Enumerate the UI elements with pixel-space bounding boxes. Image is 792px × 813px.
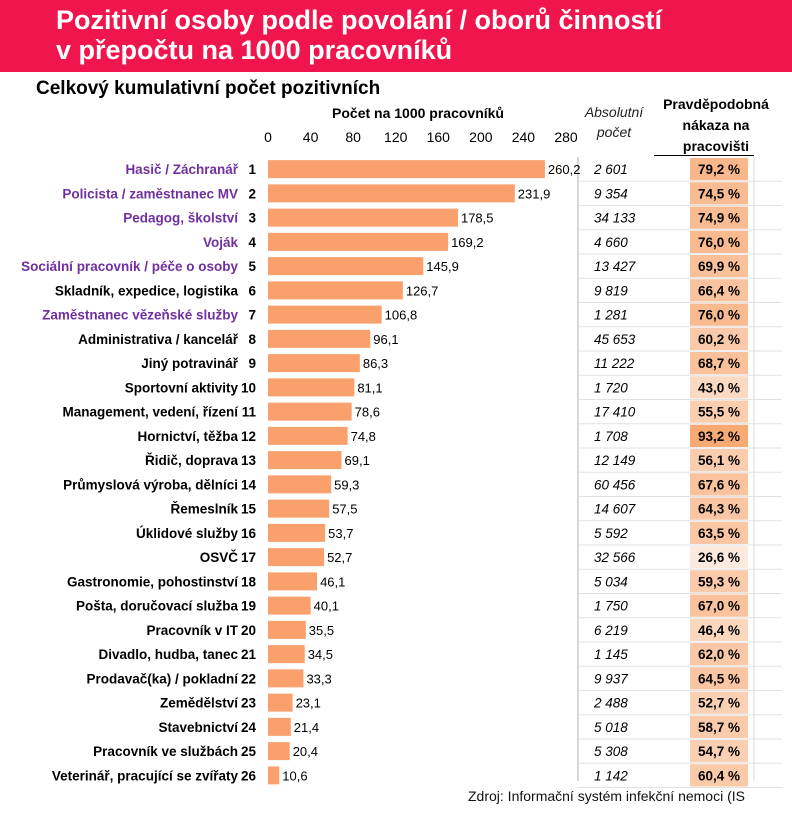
rank-label: 11 [241, 404, 256, 420]
bar [268, 160, 545, 178]
bar-value-label: 57,5 [332, 501, 358, 517]
probability-value: 26,6 % [697, 550, 741, 566]
bar [268, 451, 342, 469]
probability-value: 79,2 % [697, 162, 741, 178]
probability-value: 55,5 % [697, 404, 741, 420]
x-tick-label: 160 [426, 129, 450, 145]
bar-value-label: 169,2 [451, 234, 484, 250]
probability-value: 93,2 % [697, 428, 741, 444]
category-label: Pracovník ve službách [93, 744, 238, 760]
bar [268, 669, 303, 687]
absolute-count: 45 653 [594, 331, 636, 347]
rank-label: 21 [240, 647, 256, 663]
absolute-count: 1 750 [594, 598, 628, 614]
bar [268, 645, 305, 663]
absolute-count: 34 133 [594, 210, 636, 226]
title-line-1: Pozitivní osoby podle povolání / oborů činností [56, 5, 663, 35]
bar [268, 330, 370, 348]
rank-label: 16 [240, 525, 256, 541]
probability-value: 67,0 % [697, 598, 741, 614]
category-label: Stavebnictví [158, 719, 238, 735]
bar-value-label: 78,6 [354, 404, 380, 420]
rank-label: 24 [240, 719, 256, 735]
category-label: OSVČ [199, 550, 238, 566]
absolute-count: 5 018 [594, 719, 628, 735]
bar-value-label: 69,1 [344, 453, 370, 469]
bar [268, 718, 291, 736]
rank-label: 26 [240, 768, 256, 784]
bar-value-label: 40,1 [313, 598, 339, 614]
x-tick-label: 40 [302, 129, 319, 145]
bar-value-label: 260,2 [547, 162, 581, 178]
absolute-header-line-1: Absolutní [584, 104, 644, 120]
absolute-count: 14 607 [594, 501, 636, 517]
rank-label: 20 [240, 622, 256, 638]
absolute-count: 5 592 [594, 525, 628, 541]
x-tick-label: 240 [511, 129, 536, 145]
category-label: Zemědělství [159, 695, 238, 711]
bar-value-label: 46,1 [320, 574, 346, 590]
bar [268, 378, 354, 396]
category-label: Voják [202, 234, 238, 250]
absolute-count: 9 937 [594, 671, 628, 687]
bar-value-label: 106,8 [384, 307, 418, 323]
category-label: Veterinář, pracující se zvířaty [51, 768, 238, 784]
bar-value-label: 34,5 [307, 647, 334, 663]
rank-label: 22 [240, 671, 256, 687]
bar [268, 766, 279, 784]
bar [268, 548, 324, 566]
category-label: Zaměstnanec vězeňské služby [42, 307, 238, 323]
category-label: Pedagog, školství [123, 210, 238, 226]
rank-label: 23 [240, 695, 256, 711]
rank-label: 6 [248, 283, 256, 299]
rank-label: 1 [248, 162, 256, 178]
absolute-count: 9 354 [594, 186, 628, 202]
bar [268, 403, 352, 421]
bar [268, 354, 360, 372]
bar [268, 209, 458, 227]
absolute-count: 12 149 [594, 453, 636, 469]
category-label: Úklidové služby [135, 525, 238, 541]
x-axis-title: Počet na 1000 pracovníků [332, 105, 504, 121]
title-line-2: v přepočtu na 1000 pracovníků [56, 35, 453, 65]
category-label: Sportovní aktivity [124, 380, 238, 396]
absolute-count: 13 427 [594, 259, 636, 275]
bar-value-label: 10,6 [282, 768, 308, 784]
probability-value: 59,3 % [697, 574, 741, 590]
probability-value: 63,5 % [697, 525, 741, 541]
x-tick-label: 80 [345, 129, 361, 145]
bar [268, 524, 325, 542]
rank-label: 12 [240, 428, 256, 444]
bar-value-label: 33,3 [306, 671, 332, 687]
absolute-count: 5 308 [594, 744, 628, 760]
bar-value-label: 23,1 [295, 695, 321, 711]
rank-label: 17 [240, 550, 256, 566]
source-note: Zdroj: Informační systém infekční nemoci (IS [468, 788, 745, 804]
rank-label: 25 [240, 744, 256, 760]
probability-value: 46,4 % [697, 622, 741, 638]
bar [268, 500, 329, 518]
category-label: Administrativa / kancelář [78, 331, 238, 347]
bar-value-label: 231,9 [517, 186, 551, 202]
probability-value: 74,5 % [697, 186, 741, 202]
category-label: Skladník, expedice, logistika [54, 283, 238, 299]
bar-value-label: 178,5 [460, 210, 494, 226]
rank-label: 18 [240, 574, 256, 590]
absolute-count: 11 222 [594, 356, 635, 372]
rank-label: 2 [248, 186, 256, 202]
probability-header-line-2: nákaza na [682, 117, 750, 133]
category-label: Pracovník v IT [146, 622, 238, 638]
bar-value-label: 86,3 [362, 356, 389, 372]
absolute-count: 60 456 [594, 477, 636, 493]
probability-value: 60,4 % [697, 768, 741, 784]
absolute-count: 17 410 [594, 404, 636, 420]
absolute-count: 1 720 [594, 380, 628, 396]
category-label: Řidič, doprava [144, 453, 238, 469]
absolute-count: 1 708 [594, 428, 628, 444]
bar-value-label: 53,7 [328, 525, 354, 541]
probability-value: 69,9 % [697, 259, 741, 275]
probability-header-line-1: Pravděpodobná [663, 96, 769, 112]
probability-value: 68,7 % [697, 356, 741, 372]
bar [268, 233, 448, 251]
bar [268, 427, 348, 445]
absolute-count: 2 488 [594, 695, 628, 711]
x-tick-label: 280 [554, 129, 578, 145]
category-label: Hasič / Záchranář [125, 162, 238, 178]
bar-value-label: 126,7 [405, 283, 439, 299]
bar-value-label: 96,1 [373, 331, 399, 347]
rank-label: 4 [248, 234, 256, 250]
probability-value: 60,2 % [697, 331, 741, 347]
bar [268, 306, 382, 324]
probability-value: 52,7 % [697, 695, 741, 711]
x-tick-label: 120 [384, 129, 408, 145]
absolute-count: 5 034 [594, 574, 628, 590]
category-label: Pošta, doručovací služba [75, 598, 238, 614]
bar [268, 475, 331, 493]
probability-value: 64,3 % [697, 501, 741, 517]
absolute-count: 1 142 [594, 768, 628, 784]
bar-value-label: 35,5 [308, 622, 335, 638]
bar-value-label: 81,1 [357, 380, 383, 396]
probability-value: 43,0 % [697, 380, 741, 396]
bar-value-label: 74,8 [350, 428, 376, 444]
probability-value: 76,0 % [697, 307, 741, 323]
bar [268, 742, 290, 760]
bar-value-label: 52,7 [327, 550, 353, 566]
bar [268, 572, 317, 590]
category-label: Divadlo, hudba, tanec [98, 647, 238, 663]
category-label: Řemeslník [170, 501, 238, 517]
absolute-count: 4 660 [594, 234, 628, 250]
probability-value: 56,1 % [697, 453, 741, 469]
absolute-count: 1 281 [594, 307, 628, 323]
absolute-header-line-2: počet [596, 124, 632, 140]
probability-header-line-3: pracovišti [682, 138, 750, 154]
rank-label: 10 [240, 380, 256, 396]
rank-label: 15 [240, 501, 256, 517]
rank-label: 19 [240, 598, 256, 614]
bar [268, 257, 423, 275]
bar-value-label: 21,4 [293, 719, 320, 735]
rank-label: 9 [248, 356, 256, 372]
chart-subtitle: Celkový kumulativní počet pozitivních [36, 78, 381, 99]
absolute-count: 2 601 [594, 162, 628, 178]
bar-value-label: 20,4 [292, 744, 319, 760]
x-tick-label: 200 [469, 129, 493, 145]
probability-value: 54,7 % [697, 744, 741, 760]
category-label: Jiný potravinář [141, 356, 238, 372]
rank-label: 14 [240, 477, 256, 493]
absolute-count: 9 819 [594, 283, 628, 299]
probability-value: 74,9 % [697, 210, 741, 226]
category-label: Prodavač(ka) / pokladní [86, 671, 238, 687]
bar [268, 694, 293, 712]
category-label: Průmyslová výroba, dělníci [63, 477, 238, 493]
x-tick-label: 0 [264, 129, 272, 145]
rank-label: 5 [248, 259, 256, 275]
category-label: Management, vedení, řízení [62, 404, 238, 420]
rank-label: 7 [248, 307, 256, 323]
probability-value: 62,0 % [697, 647, 741, 663]
rank-label: 13 [240, 453, 256, 469]
category-label: Sociální pracovník / péče o osoby [21, 259, 238, 275]
probability-value: 76,0 % [697, 234, 741, 250]
absolute-count: 32 566 [594, 550, 636, 566]
absolute-count: 1 145 [594, 647, 628, 663]
bar [268, 184, 515, 202]
absolute-count: 6 219 [594, 622, 628, 638]
bar [268, 597, 311, 615]
probability-value: 58,7 % [697, 719, 741, 735]
bar-value-label: 59,3 [334, 477, 360, 493]
category-label: Hornictví, těžba [137, 428, 238, 444]
rank-label: 3 [248, 210, 256, 226]
rank-label: 8 [248, 331, 256, 347]
probability-value: 66,4 % [697, 283, 741, 299]
bar [268, 281, 403, 299]
probability-value: 64,5 % [697, 671, 741, 687]
category-label: Gastronomie, pohostinství [66, 574, 238, 590]
bar [268, 621, 306, 639]
bar-value-label: 145,9 [426, 259, 459, 275]
category-label: Policista / zaměstnanec MV [62, 186, 238, 202]
probability-value: 67,6 % [697, 477, 741, 493]
